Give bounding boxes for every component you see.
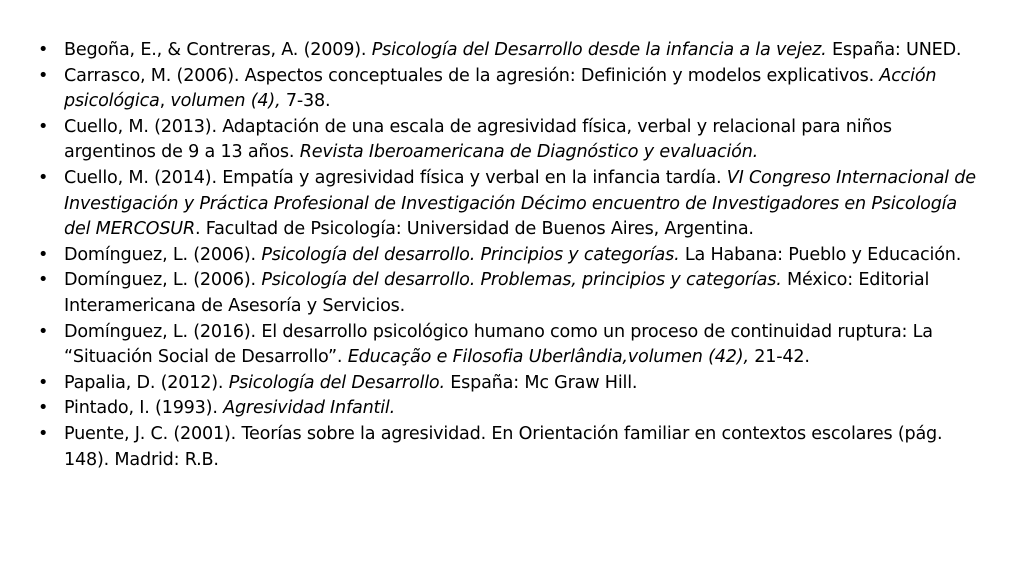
reference-italic-text: Educação e Filosofia Uberlândia,volumen (42), [347, 347, 749, 368]
bullet-icon: • [38, 321, 49, 342]
reference-italic-text: Agresividad Infantil. [223, 398, 395, 419]
reference-item [38, 320, 984, 371]
reference-text: Puente, J. C. (2001). Teorías sobre la agresividad. En Orientación familiar en contextos escolares (pág. 148). Madrid: R.B. [64, 423, 943, 470]
reference-text: Cuello, M. (2013). Adaptación de una escala de agresividad física, verbal y relacional para niños argentinos de 9 a 13 años. [64, 116, 892, 163]
reference-item [38, 396, 984, 422]
reference-item [38, 64, 984, 115]
reference-text: España: UNED. [826, 40, 962, 60]
reference-item [38, 422, 984, 473]
reference-text: Begoña, E., & Contreras, A. (2009). [64, 40, 372, 60]
reference-text: Domínguez, L. (2006). [64, 270, 262, 291]
reference-text: España: Mc Graw Hill. [444, 372, 638, 393]
reference-text: Papalia, D. (2012). [64, 372, 229, 393]
reference-italic-text: Acción psicológica [64, 65, 937, 112]
reference-text: Domínguez, L. (2016). El desarrollo psicológico humano como un proceso de continuidad ruptura: La “Situación Social de Desarrollo”. [64, 321, 933, 368]
reference-italic-text: Psicología del Desarrollo desde la infancia a la vejez. [371, 40, 827, 60]
bullet-icon: • [38, 270, 49, 291]
reference-italic-text: Psicología del desarrollo. Problemas, principios y categorías. [261, 270, 782, 291]
reference-text: Carrasco, M. (2006). Aspectos conceptuales de la agresión: Definición y modelos explicativos. [64, 65, 880, 86]
bullet-icon: • [38, 423, 49, 444]
reference-item [38, 268, 984, 319]
reference-item [38, 243, 984, 269]
reference-italic-text: Revista Iberoamericana de Diagnóstico y evaluación. [299, 142, 759, 163]
reference-text: Cuello, M. (2014). Empatía y agresividad física y verbal en la infancia tardía. [64, 167, 727, 188]
bullet-icon: • [38, 244, 49, 265]
reference-text: 21-42. [748, 347, 810, 368]
reference-item [38, 166, 984, 243]
reference-italic-text: VI Congreso Internacional de Investigación y Práctica Profesional de Investigación Décimo encuentro de Investigadores en Psicología del MERCOSUR [64, 167, 976, 240]
bullet-icon: • [38, 65, 49, 86]
reference-italic-text: volumen (4), [170, 91, 281, 112]
reference-text: 7-38. [280, 91, 331, 112]
bullet-icon: • [38, 167, 49, 188]
reference-item [38, 115, 984, 166]
reference-item [38, 38, 984, 64]
reference-text: Pintado, I. (1993). [64, 398, 224, 419]
reference-text: La Habana: Pueblo y Educación. [679, 244, 962, 265]
reference-text: México: Editorial Interamericana de Asesoría y Servicios. [64, 270, 930, 316]
bullet-icon: • [38, 372, 49, 393]
reference-text: Domínguez, L. (2006). [64, 244, 262, 265]
bullet-icon: • [38, 116, 49, 137]
reference-list [38, 38, 984, 473]
bullet-icon: • [38, 398, 49, 419]
reference-italic-text: Psicología del desarrollo. Principios y categorías. [261, 244, 680, 265]
reference-text: . Facultad de Psicología: Universidad de Buenos Aires, Argentina. [195, 219, 754, 240]
reference-italic-text: Psicología del Desarrollo. [228, 372, 445, 393]
reference-item [38, 371, 984, 397]
bullet-icon: • [38, 40, 49, 60]
reference-text: , [159, 91, 171, 112]
